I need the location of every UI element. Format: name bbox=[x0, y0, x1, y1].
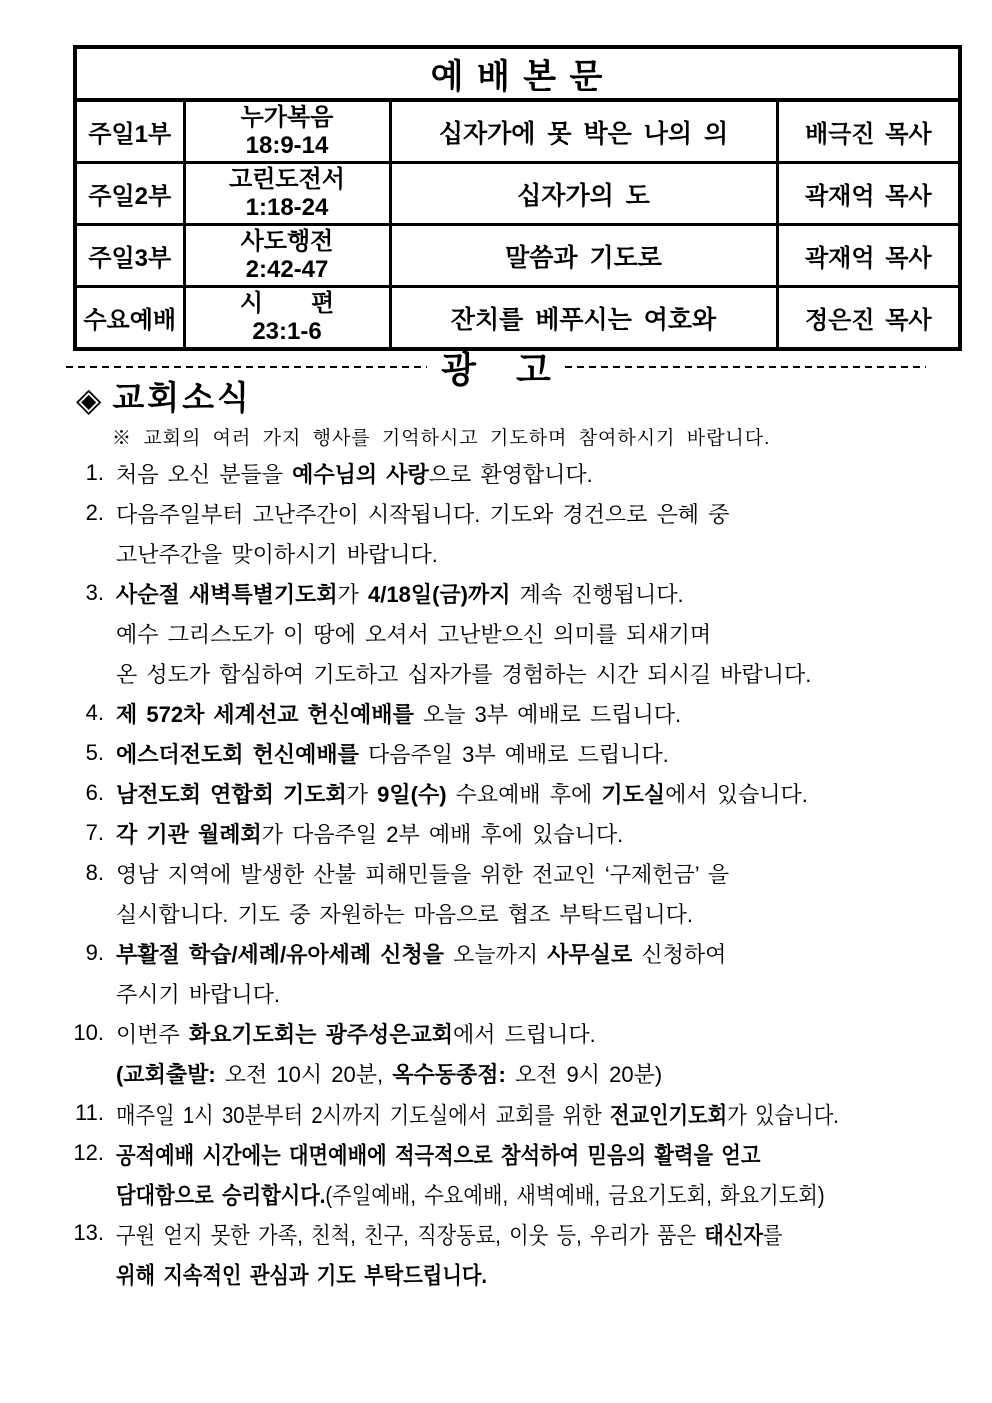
scripture-line: 사도행전 bbox=[240, 227, 334, 255]
announcement-item bbox=[62, 853, 952, 893]
text-run: 에서 있습니다. bbox=[665, 781, 808, 807]
item-text bbox=[116, 898, 693, 929]
item-text bbox=[116, 498, 729, 529]
announcement-item bbox=[62, 813, 952, 853]
worship-scripture-table bbox=[73, 45, 962, 351]
worship-table-header bbox=[75, 47, 960, 100]
scripture-cell bbox=[184, 163, 390, 225]
item-number: 6. bbox=[85, 780, 104, 805]
text-run: 를 bbox=[762, 1221, 783, 1248]
church-news-heading bbox=[76, 381, 252, 417]
announcement-item bbox=[62, 933, 952, 973]
scripture-line: 18:9-14 bbox=[245, 131, 329, 159]
item-number: 9. bbox=[85, 940, 104, 965]
announcement-list bbox=[62, 453, 952, 1293]
text-run: 각 기관 월례회 bbox=[116, 821, 262, 847]
text-run: 위해 지속적인 관심과 기도 부탁드립니다. bbox=[116, 1261, 488, 1288]
announcement-item-continuation bbox=[62, 533, 952, 573]
text-run: 실시합니다. 기도 중 자원하는 마음으로 협조 부탁드립니다. bbox=[116, 901, 693, 927]
announcement-item bbox=[62, 453, 952, 493]
text-run: 이번주 bbox=[116, 1021, 189, 1047]
service-name-cell: 수요예배 bbox=[75, 287, 184, 350]
announcement-item bbox=[62, 1213, 952, 1253]
item-text bbox=[116, 938, 726, 969]
text-run: 4/18일(금)까지 bbox=[368, 581, 511, 607]
announcement-item bbox=[62, 733, 952, 773]
item-number: 5. bbox=[85, 740, 104, 765]
item-number: 4. bbox=[85, 700, 104, 725]
scripture-line: 시 편 bbox=[239, 289, 335, 317]
scripture-cell bbox=[184, 287, 390, 350]
sermon-title-cell: 십자가에 못 박은 나의 의 bbox=[390, 100, 777, 163]
service-name-cell: 주일1부 bbox=[75, 100, 184, 163]
item-text bbox=[116, 578, 684, 609]
item-text bbox=[116, 1097, 839, 1130]
text-run: 에서 드립니다. bbox=[453, 1021, 596, 1047]
text-run: 계속 진행됩니다. bbox=[510, 581, 684, 607]
worship-row bbox=[75, 287, 960, 350]
item-text bbox=[116, 1058, 662, 1089]
text-run: 사무실로 bbox=[547, 941, 633, 967]
worship-table-title: 예 배 본 문 bbox=[75, 47, 960, 100]
scripture-line: 고린도전서 bbox=[229, 165, 345, 193]
announcement-item-continuation bbox=[62, 613, 952, 653]
church-news-note: ※ 교회의 여러 가지 행사를 기억하시고 기도하며 참여하시기 바랍니다. bbox=[112, 428, 771, 449]
item-number: 1. bbox=[85, 460, 104, 485]
service-name-cell: 주일2부 bbox=[75, 163, 184, 225]
text-run: 예수님의 사랑 bbox=[292, 461, 429, 487]
preacher-cell: 배극진 목사 bbox=[777, 100, 960, 163]
item-number: 3. bbox=[85, 580, 104, 605]
item-text bbox=[116, 658, 811, 689]
text-run: 오늘 3부 예배로 드립니다. bbox=[413, 701, 682, 727]
announcement-item-continuation bbox=[62, 1173, 952, 1213]
worship-row bbox=[75, 163, 960, 225]
text-run: 오전 10시 20분, bbox=[215, 1061, 393, 1087]
worship-row bbox=[75, 225, 960, 287]
item-text bbox=[116, 698, 681, 729]
text-run: 오전 9시 20분) bbox=[505, 1061, 663, 1087]
item-number: 10. bbox=[73, 1020, 104, 1045]
scripture-line: 23:1-6 bbox=[252, 317, 322, 345]
text-run: 태신자 bbox=[704, 1221, 763, 1248]
text-run: 가 bbox=[337, 581, 369, 607]
text-run: 주시기 바랍니다. bbox=[116, 981, 280, 1007]
worship-table-title-row bbox=[75, 47, 960, 100]
announcement-item-continuation bbox=[62, 973, 952, 1013]
dashed-line-left bbox=[66, 366, 427, 368]
diamond-icon: ◈ bbox=[76, 379, 102, 419]
text-run: (주일예배, 수요예배, 새벽예배, 금요기도회, 화요기도회) bbox=[325, 1181, 825, 1208]
sermon-title-cell: 잔치를 베푸시는 여호와 bbox=[390, 287, 777, 350]
text-run: 전교인기도회 bbox=[609, 1101, 728, 1128]
text-run: 온 성도가 합심하여 기도하고 십자가를 경험하는 시간 되시길 바랍니다. bbox=[116, 661, 812, 687]
text-run: 신청하여 bbox=[632, 941, 727, 967]
text-run: (교회출발: bbox=[116, 1061, 216, 1087]
item-number: 11. bbox=[75, 1100, 104, 1125]
text-run: 공적예배 시간에는 대면예배에 적극적으로 참석하여 믿음의 활력을 얻고 bbox=[116, 1141, 761, 1168]
announcement-item bbox=[62, 773, 952, 813]
text-run: 가 있습니다. bbox=[727, 1101, 839, 1128]
announcement-item-continuation bbox=[62, 893, 952, 933]
item-text bbox=[116, 1137, 760, 1170]
item-text bbox=[116, 458, 593, 489]
announcement-item bbox=[62, 693, 952, 733]
item-number: 7. bbox=[85, 820, 104, 845]
scripture-line: 누가복음 bbox=[240, 103, 334, 131]
item-number: 12. bbox=[73, 1140, 104, 1165]
text-run: 다음주일 3부 예배로 드립니다. bbox=[358, 741, 669, 767]
preacher-cell: 곽재억 목사 bbox=[777, 163, 960, 225]
item-text bbox=[116, 1217, 782, 1250]
text-run: 매주일 1시 30분부터 2시까지 기도실에서 교회를 위한 bbox=[116, 1101, 610, 1128]
text-run: 부활절 학습/세례/유아세례 신청을 bbox=[116, 941, 444, 967]
church-news-heading-text: 교회소식 bbox=[112, 381, 252, 417]
sermon-title-cell: 십자가의 도 bbox=[390, 163, 777, 225]
item-text bbox=[116, 858, 729, 889]
item-text bbox=[116, 1018, 596, 1049]
text-run: 담대함으로 승리합시다. bbox=[116, 1181, 326, 1208]
text-run: 처음 오신 분들을 bbox=[116, 461, 293, 487]
dashed-line-right bbox=[565, 366, 926, 368]
item-text bbox=[116, 978, 280, 1009]
announcement-item bbox=[62, 493, 952, 533]
preacher-cell: 곽재억 목사 bbox=[777, 225, 960, 287]
item-text bbox=[116, 1257, 487, 1290]
item-number: 13. bbox=[73, 1220, 104, 1245]
scripture-line: 1:18-24 bbox=[245, 193, 329, 221]
scripture-cell bbox=[184, 100, 390, 163]
announcement-item-continuation bbox=[62, 1053, 952, 1093]
text-run: 으로 환영합니다. bbox=[428, 461, 593, 487]
item-text bbox=[116, 738, 669, 769]
announcement-item bbox=[62, 1013, 952, 1053]
announcement-item bbox=[62, 1133, 952, 1173]
text-run: 가 다음주일 2부 예배 후에 있습니다. bbox=[261, 821, 624, 847]
text-run: 고난주간을 맞이하시기 바랍니다. bbox=[116, 541, 438, 567]
item-text bbox=[116, 618, 711, 649]
text-run: 화요기도회는 광주성은교회 bbox=[188, 1021, 454, 1047]
announcement-item bbox=[62, 1093, 952, 1133]
announcement-item-continuation bbox=[62, 1253, 952, 1293]
preacher-cell: 정은진 목사 bbox=[777, 287, 960, 350]
text-run: 제 572차 세계선교 헌신예배를 bbox=[116, 701, 414, 727]
text-run: 구원 얻지 못한 가족, 친척, 친구, 직장동료, 이웃 등, 우리가 품은 bbox=[116, 1221, 705, 1248]
text-run: 옥수동종점: bbox=[392, 1061, 506, 1087]
text-run: 다음주일부터 고난주간이 시작됩니다. 기도와 경건으로 은혜 중 bbox=[116, 501, 730, 527]
text-run: 사순절 새벽특별기도회 bbox=[116, 581, 338, 607]
text-run: 예수 그리스도가 이 땅에 오셔서 고난받으신 의미를 되새기며 bbox=[116, 621, 712, 647]
item-text bbox=[116, 778, 808, 809]
item-number: 2. bbox=[85, 500, 104, 525]
text-run: 오늘까지 bbox=[443, 941, 548, 967]
item-text bbox=[116, 818, 623, 849]
sermon-title-cell: 말씀과 기도로 bbox=[390, 225, 777, 287]
text-run: 수요예배 후에 bbox=[446, 781, 602, 807]
text-run: 남전도회 연합회 기도회 bbox=[116, 781, 347, 807]
item-text bbox=[116, 538, 438, 569]
announcement-item bbox=[62, 573, 952, 613]
item-text bbox=[116, 1177, 825, 1210]
announcement-item-continuation bbox=[62, 653, 952, 693]
text-run: 9일(수) bbox=[377, 781, 447, 807]
service-name-cell: 주일3부 bbox=[75, 225, 184, 287]
text-run: 기도실 bbox=[601, 781, 666, 807]
scripture-line: 2:42-47 bbox=[245, 255, 329, 283]
text-run: 영남 지역에 발생한 산불 피해민들을 위한 전교인 ‘구제헌금’ 을 bbox=[116, 861, 730, 887]
announcements-title: 광 고 bbox=[441, 348, 551, 390]
worship-table-body bbox=[75, 100, 960, 349]
worship-row bbox=[75, 100, 960, 163]
item-number: 8. bbox=[85, 860, 104, 885]
scripture-cell bbox=[184, 225, 390, 287]
text-run: 가 bbox=[346, 781, 378, 807]
text-run: 에스더전도회 헌신예배를 bbox=[116, 741, 359, 767]
